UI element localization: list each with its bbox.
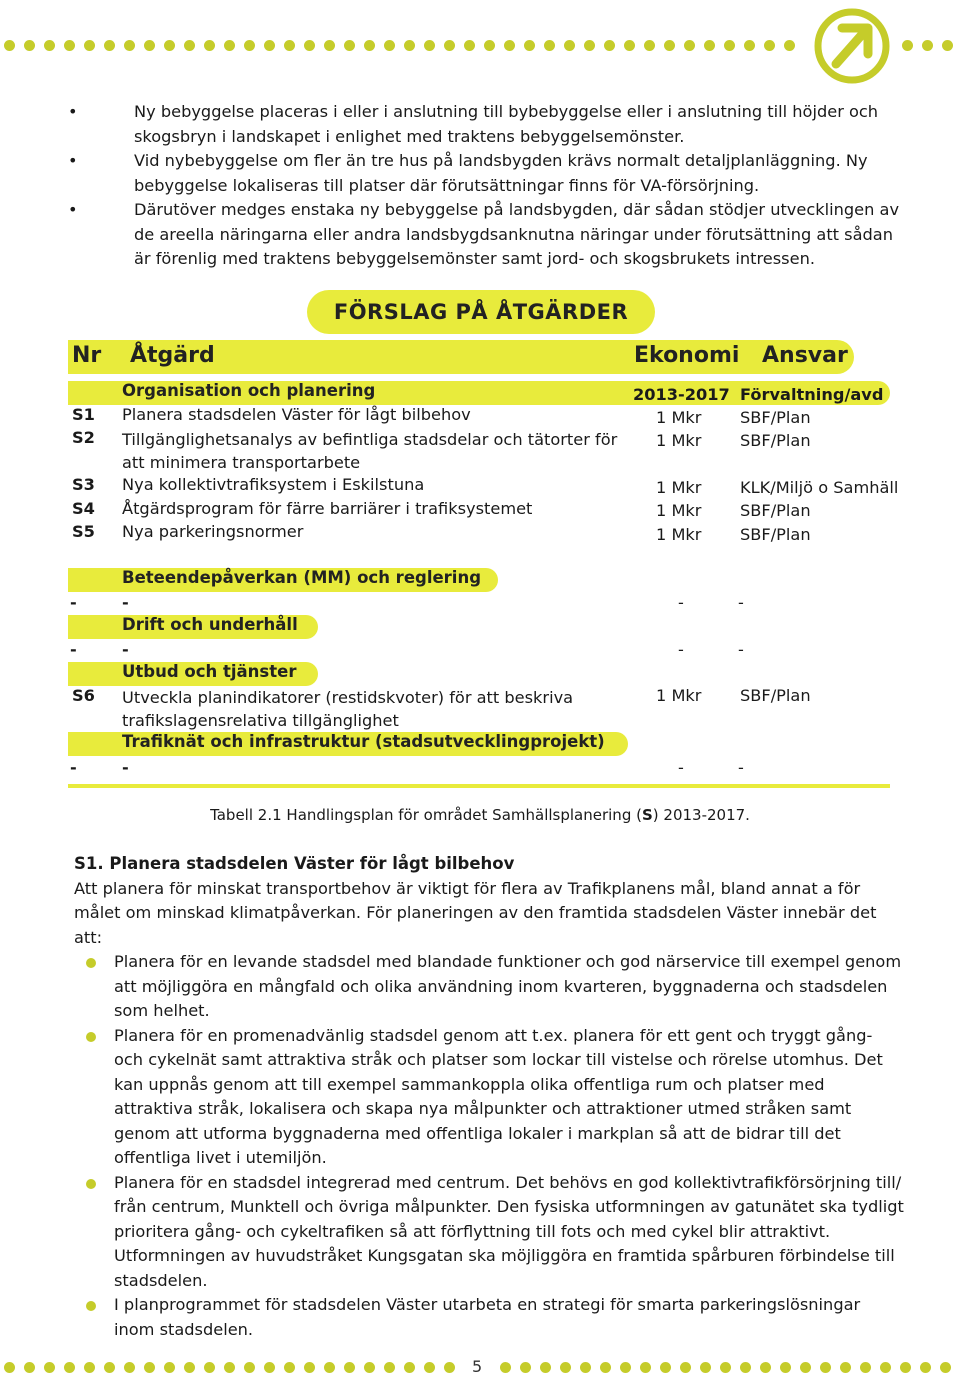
decorative-dot: [744, 40, 755, 51]
decorative-dot: [444, 1362, 455, 1373]
decorative-dot: [720, 1362, 731, 1373]
page-number: 5: [472, 1357, 483, 1376]
row-responsible: SBF/Plan: [740, 525, 811, 544]
category-title: Beteendepåverkan (MM) och reglering: [122, 568, 482, 587]
decorative-dot: [204, 40, 215, 51]
bullet-dot-icon: [86, 1032, 96, 1042]
decorative-dot: [764, 40, 775, 51]
bottom-dot-row-right: [500, 1362, 951, 1373]
decorative-dot: [800, 1362, 811, 1373]
decorative-dot: [324, 1362, 335, 1373]
bullet-dot-icon: [86, 1301, 96, 1311]
body-section: [74, 852, 904, 1342]
top-dot-row-left: [4, 40, 795, 51]
row-nr: S4: [72, 499, 95, 518]
decorative-dot: [64, 40, 75, 51]
decorative-dot: [64, 1362, 75, 1373]
decorative-dot: [444, 40, 455, 51]
section-heading: S1. Planera stadsdelen Väster för lågt bilbehov: [74, 854, 515, 873]
section-title: FÖRSLAG PÅ ÅTGÄRDER: [307, 290, 655, 334]
decorative-dot: [184, 40, 195, 51]
decorative-dot: [580, 1362, 591, 1373]
row-nr: S6: [72, 686, 95, 705]
intro-bullet: • Ny bebyggelse placeras i eller i anslutning till bybebyggelse eller i anslutning till höjder och skogsbryn i landskapet i enlighet med traktens bebyggelsemönster.: [68, 102, 879, 146]
header-nr: Nr: [72, 343, 102, 368]
decorative-dot: [504, 40, 515, 51]
decorative-dot: [424, 40, 435, 51]
row-responsible: SBF/Plan: [740, 431, 811, 450]
row-responsible: KLK/Miljö o Samhäll: [740, 478, 899, 497]
decorative-dot: [660, 1362, 671, 1373]
decorative-dot: [344, 40, 355, 51]
decorative-dot: [104, 40, 115, 51]
bullet-dot-icon: [86, 958, 96, 968]
decorative-dot: [604, 40, 615, 51]
decorative-dot: [84, 1362, 95, 1373]
decorative-dot: [264, 1362, 275, 1373]
decorative-dot: [880, 1362, 891, 1373]
intro-bullet: • Därutöver medges enstaka ny bebyggelse på landsbygden, där sådan stödjer utvecklingen av de areella näringarna eller andra landsbygdsanknutna näringar under förutsättning att sådan är förenlig med traktens bebyggelsemönster samt jord- och skogsbrukets intressen.: [68, 200, 900, 268]
decorative-dot: [922, 40, 933, 51]
decorative-dot: [600, 1362, 611, 1373]
decorative-dot: [304, 1362, 315, 1373]
measure-list: [74, 950, 904, 1342]
decorative-dot: [4, 1362, 15, 1373]
row-action: Planera stadsdelen Väster för lågt bilbehov: [122, 405, 471, 424]
category-title: Drift och underhåll: [122, 615, 298, 634]
bullet-dot-icon: [86, 1179, 96, 1189]
row-action: Tillgänglighetsanalys av befintliga stadsdelar och tätorter för att minimera transportarbete: [122, 430, 618, 472]
decorative-dot: [184, 1362, 195, 1373]
row-cost: 1 Mkr: [656, 478, 702, 497]
decorative-dot: [284, 1362, 295, 1373]
decorative-dot: [204, 1362, 215, 1373]
decorative-dot: [364, 40, 375, 51]
table-caption: Tabell 2.1 Handlingsplan för området Samhällsplanering (S) 2013-2017.: [210, 806, 750, 824]
decorative-dot: [224, 40, 235, 51]
intro-bullet-list: [60, 100, 900, 272]
decorative-dot: [760, 1362, 771, 1373]
decorative-dot: [384, 1362, 395, 1373]
decorative-dot: [404, 40, 415, 51]
row-responsible: -: [738, 640, 744, 659]
arrow-up-right-circle-icon: [812, 6, 892, 86]
decorative-dot: [700, 1362, 711, 1373]
row-action: -: [122, 593, 129, 612]
decorative-dot: [644, 40, 655, 51]
decorative-dot: [404, 1362, 415, 1373]
row-action: Åtgärdsprogram för färre barriärer i trafiksystemet: [122, 499, 533, 518]
decorative-dot: [4, 40, 15, 51]
decorative-dot: [164, 1362, 175, 1373]
header-action: Åtgärd: [130, 343, 215, 368]
row-cost: -: [678, 758, 684, 777]
decorative-dot: [620, 1362, 631, 1373]
row-nr: -: [70, 593, 77, 612]
decorative-dot: [384, 40, 395, 51]
decorative-dot: [484, 40, 495, 51]
decorative-dot: [464, 40, 475, 51]
department-label: Förvaltning/avd: [740, 385, 884, 404]
decorative-dot: [144, 1362, 155, 1373]
decorative-dot: [224, 1362, 235, 1373]
row-action: Nya parkeringsnormer: [122, 522, 304, 541]
decorative-dot: [500, 1362, 511, 1373]
list-item: Planera för en stadsdel integrerad med centrum. Det behövs en god kollektivtrafikförsörjning till/ från centrum, Munktell och övriga målpunkter. Den fysiska utformningen av gatunätet ska tydligt prioritera gång- och cykeltrafiken så att förflyttning till fots och med cykel blir attraktivt. Utformningen av huvudstråket Kungsgatan ska möjliggöra en framtida spårburen förbindelse till stadsdelen.: [74, 1171, 904, 1294]
decorative-dot: [544, 40, 555, 51]
decorative-dot: [44, 1362, 55, 1373]
decorative-dot: [324, 40, 335, 51]
decorative-dot: [900, 1362, 911, 1373]
top-dot-row-right: [902, 40, 953, 51]
decorative-dot: [564, 40, 575, 51]
decorative-dot: [304, 40, 315, 51]
decorative-dot: [680, 1362, 691, 1373]
row-action: Utveckla planindikatorer (restidskvoter) för att beskriva trafikslagensrelativa tillgänglighet: [122, 688, 574, 730]
category-title: Trafiknät och infrastruktur (stadsutvecklingprojekt): [122, 732, 605, 751]
row-nr: -: [70, 640, 77, 659]
decorative-dot: [540, 1362, 551, 1373]
row-responsible: SBF/Plan: [740, 408, 811, 427]
decorative-dot: [124, 1362, 135, 1373]
decorative-dot: [780, 1362, 791, 1373]
row-nr: S3: [72, 475, 95, 494]
decorative-dot: [840, 1362, 851, 1373]
row-responsible: SBF/Plan: [740, 686, 811, 705]
period-label: 2013-2017: [633, 385, 730, 404]
decorative-dot: [164, 40, 175, 51]
decorative-dot: [264, 40, 275, 51]
decorative-dot: [84, 40, 95, 51]
decorative-dot: [940, 1362, 951, 1373]
category-title: Organisation och planering: [122, 381, 376, 400]
decorative-dot: [584, 40, 595, 51]
intro-paragraph: Att planera för minskat transportbehov är viktigt för flera av Trafikplanens mål, bland annat a för målet om minskad klimatpåverkan. För planeringen av den framtida stadsdelen Väster innebär det att:: [74, 878, 877, 947]
header-responsible: Ansvar: [762, 343, 848, 368]
row-nr: S1: [72, 405, 95, 424]
decorative-dot: [44, 40, 55, 51]
decorative-dot: [284, 40, 295, 51]
row-cost: 1 Mkr: [656, 431, 702, 450]
list-item: Planera för en promenadvänlig stadsdel genom att t.ex. planera för ett gent och tryggt gång- och cykelnät samt attraktiva stråk och platser som lockar till vistelse och rörelse utomhus. Det kan uppnås genom att till exempel sammankoppla olika offentliga rum och platser med attraktiva stråk, lokalisera och skapa nya målpunkter och attraktioner utmed stråken samt genom att utforma byggnaderna med offentliga lokaler i markplan så att de bidrar till det offentliga livet i utemiljön.: [74, 1024, 904, 1171]
decorative-dot: [640, 1362, 651, 1373]
decorative-dot: [560, 1362, 571, 1373]
decorative-dot: [704, 40, 715, 51]
decorative-dot: [364, 1362, 375, 1373]
row-cost: -: [678, 640, 684, 659]
decorative-dot: [624, 40, 635, 51]
row-cost: 1 Mkr: [656, 408, 702, 427]
intro-bullet: • Vid nybebyggelse om fler än tre hus på landsbygden krävs normalt detaljplanläggning. Ny bebyggelse lokaliseras till platser där förutsättningar finns för VA-försörjning.: [68, 151, 868, 195]
decorative-dot: [784, 40, 795, 51]
decorative-dot: [684, 40, 695, 51]
row-responsible: -: [738, 758, 744, 777]
bottom-dot-row-left: [4, 1362, 455, 1373]
table-bottom-line: [68, 784, 890, 788]
row-nr: -: [70, 758, 77, 777]
decorative-dot: [144, 40, 155, 51]
decorative-dot: [344, 1362, 355, 1373]
row-nr: S5: [72, 522, 95, 541]
row-action: -: [122, 758, 129, 777]
decorative-dot: [902, 40, 913, 51]
category-title: Utbud och tjänster: [122, 662, 297, 681]
row-action: Nya kollektivtrafiksystem i Eskilstuna: [122, 475, 425, 494]
decorative-dot: [424, 1362, 435, 1373]
row-action: -: [122, 640, 129, 659]
decorative-dot: [860, 1362, 871, 1373]
decorative-dot: [942, 40, 953, 51]
row-nr: S2: [72, 428, 95, 447]
list-item: Planera för en levande stadsdel med blandade funktioner och god närservice till exempel genom att möjliggöra en mångfald och olika användning inom kvarteren, byggnaderna och stadsdelen som helhet.: [74, 950, 904, 1024]
decorative-dot: [24, 40, 35, 51]
row-cost: -: [678, 593, 684, 612]
decorative-dot: [124, 40, 135, 51]
decorative-dot: [664, 40, 675, 51]
header-economy: Ekonomi: [634, 343, 740, 368]
row-responsible: SBF/Plan: [740, 501, 811, 520]
decorative-dot: [740, 1362, 751, 1373]
list-item: I planprogrammet för stadsdelen Väster utarbeta en strategi för smarta parkeringslösningar inom stadsdelen.: [74, 1293, 904, 1342]
decorative-dot: [524, 40, 535, 51]
row-cost: 1 Mkr: [656, 501, 702, 520]
decorative-dot: [244, 1362, 255, 1373]
decorative-dot: [24, 1362, 35, 1373]
row-responsible: -: [738, 593, 744, 612]
decorative-dot: [244, 40, 255, 51]
decorative-dot: [520, 1362, 531, 1373]
decorative-dot: [724, 40, 735, 51]
decorative-dot: [820, 1362, 831, 1373]
row-cost: 1 Mkr: [656, 525, 702, 544]
decorative-dot: [920, 1362, 931, 1373]
decorative-dot: [104, 1362, 115, 1373]
row-cost: 1 Mkr: [656, 686, 702, 705]
